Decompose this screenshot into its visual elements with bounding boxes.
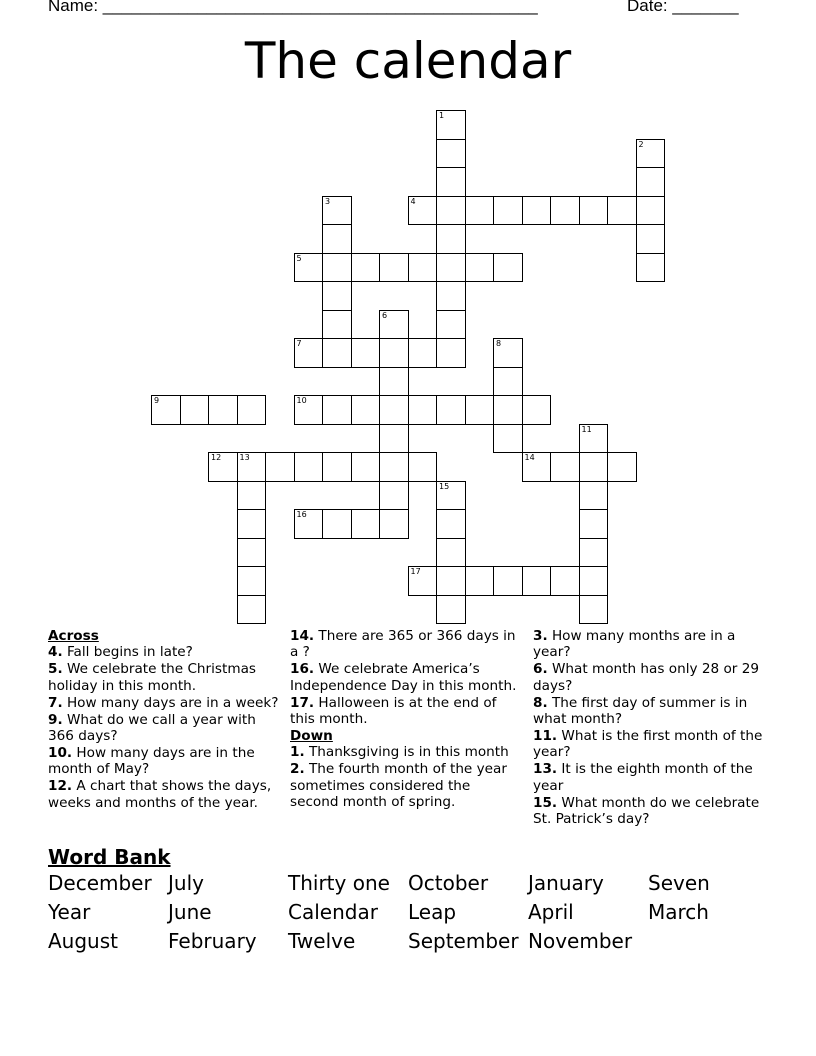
- cell-number: 9: [154, 396, 160, 405]
- crossword-cell: [436, 167, 466, 197]
- crossword-cell: [436, 538, 466, 568]
- crossword-cell: [522, 566, 552, 596]
- crossword-cell: [294, 452, 324, 482]
- crossword-cell: [237, 509, 267, 539]
- crossword-cell: [436, 509, 466, 539]
- cell-number: 7: [296, 339, 302, 348]
- word-bank-word: November: [528, 928, 633, 953]
- clue-text: There are 365 or 366 days in a ?: [290, 628, 516, 661]
- clue-column-3: [533, 628, 765, 828]
- cell-number: 17: [410, 567, 421, 576]
- clue-number: 1.: [290, 744, 305, 761]
- crossword-cell: [408, 452, 438, 482]
- crossword-cell: [579, 566, 609, 596]
- crossword-cell: [237, 595, 267, 625]
- crossword-cell: [322, 281, 352, 311]
- crossword-cell: [322, 224, 352, 254]
- crossword-cell: [322, 395, 352, 425]
- word-bank-word: June: [168, 899, 212, 924]
- clue-column-1: [48, 628, 280, 811]
- crossword-cell: [351, 395, 381, 425]
- clue-section-heading: Down: [290, 727, 333, 744]
- word-bank-title: Word Bank: [48, 845, 171, 869]
- crossword-cell: [436, 224, 466, 254]
- crossword-cell: [579, 509, 609, 539]
- crossword-cell: [294, 338, 324, 368]
- crossword-cell: [436, 310, 466, 340]
- crossword-cell: [351, 509, 381, 539]
- crossword-cell: [322, 338, 352, 368]
- cell-number: 12: [211, 453, 222, 462]
- clue-item: [533, 761, 765, 794]
- crossword-cell: [408, 566, 438, 596]
- clue-number: 4.: [48, 644, 63, 661]
- clue-item: [48, 712, 280, 745]
- crossword-cell: [465, 566, 495, 596]
- word-bank-word: July: [168, 871, 204, 895]
- cell-number: 10: [296, 396, 307, 405]
- clue-text: How many days are in a week?: [62, 694, 279, 711]
- clue-text: Thanksgiving is in this month: [304, 744, 509, 761]
- cell-number: 11: [581, 424, 592, 434]
- word-bank-word: March: [648, 899, 709, 924]
- crossword-cell: [493, 367, 523, 397]
- word-bank: [48, 872, 768, 952]
- clue-item: [48, 695, 280, 711]
- crossword-cell: [408, 338, 438, 368]
- cell-number: 13: [239, 453, 250, 462]
- word-bank-word: Thirty one: [288, 871, 390, 895]
- word-bank-word: April: [528, 899, 574, 924]
- crossword-cell: [522, 452, 552, 482]
- cell-number: 2: [638, 139, 644, 149]
- crossword-cell: [493, 395, 523, 425]
- crossword-cell: [237, 481, 267, 511]
- date-field-label: Date: _______: [627, 0, 739, 15]
- crossword-cell: [579, 538, 609, 568]
- crossword-cell: [322, 253, 352, 283]
- crossword-cell: [465, 253, 495, 283]
- clue-text: Halloween is at the end of this month.: [290, 694, 497, 728]
- word-bank-word: December: [48, 871, 152, 895]
- cell-number: 16: [296, 510, 307, 519]
- crossword-cell: [322, 452, 352, 482]
- clue-text: What do we call a year with 366 days?: [48, 711, 256, 744]
- crossword-cell: [408, 395, 438, 425]
- word-bank-word: January: [528, 871, 604, 895]
- crossword-cell: [522, 196, 552, 226]
- crossword-cell: [579, 196, 609, 226]
- crossword-cell: [436, 139, 466, 169]
- crossword-cell: [351, 452, 381, 482]
- crossword-cell: [379, 481, 409, 511]
- crossword-cell: [579, 595, 609, 625]
- cell-number: 5: [296, 253, 302, 263]
- word-bank-word: October: [408, 871, 489, 895]
- clue-text: A chart that shows the days, weeks and months of the year.: [48, 778, 272, 811]
- clue-text: What month has only 28 or 29 days?: [533, 661, 759, 694]
- clue-item: [533, 695, 765, 728]
- crossword-cell: [322, 196, 352, 226]
- word-bank-word: August: [48, 928, 118, 953]
- crossword-cell: [636, 253, 666, 283]
- clue-text: We celebrate America’s Independence Day in this month.: [290, 661, 517, 694]
- crossword-cell: [322, 509, 352, 539]
- clue-text: The first day of summer is in what month?: [533, 694, 748, 728]
- clue-number: 5.: [48, 661, 63, 678]
- crossword-cell: [379, 310, 409, 340]
- crossword-cell: [493, 566, 523, 596]
- clue-item: [533, 795, 765, 828]
- clue-text: Fall begins in late?: [62, 644, 193, 661]
- crossword-cell: [322, 310, 352, 340]
- clue-number: 10.: [48, 744, 73, 761]
- cell-number: 15: [439, 481, 450, 491]
- clue-number: 17.: [290, 694, 315, 711]
- crossword-cell: [436, 110, 466, 140]
- crossword-cell: [237, 395, 267, 425]
- clue-number: 6.: [533, 661, 548, 678]
- crossword-cell: [379, 509, 409, 539]
- name-field-label: Name: ______________________________________________: [48, 0, 538, 15]
- clue-item: [290, 628, 522, 661]
- crossword-cell: [579, 424, 609, 454]
- crossword-cell: [436, 196, 466, 226]
- crossword-cell: [493, 253, 523, 283]
- crossword-cell: [436, 253, 466, 283]
- clue-item: [533, 628, 765, 661]
- word-bank-word: Year: [48, 899, 91, 924]
- clue-number: 2.: [290, 761, 305, 778]
- clue-text: How many months are in a year?: [533, 628, 736, 661]
- word-bank-word: February: [168, 928, 257, 953]
- clue-text: It is the eighth month of the year: [533, 761, 753, 794]
- clue-item: [533, 661, 765, 694]
- clue-number: 3.: [533, 628, 548, 644]
- crossword-cell: [436, 595, 466, 625]
- word-bank-word: Calendar: [288, 899, 378, 924]
- clue-number: 13.: [533, 761, 558, 778]
- clue-item: [290, 744, 522, 760]
- clue-number: 9.: [48, 711, 63, 728]
- crossword-cell: [408, 253, 438, 283]
- crossword-cell: [237, 538, 267, 568]
- crossword-cell: [636, 196, 666, 226]
- crossword-cell: [607, 196, 637, 226]
- crossword-cell: [379, 253, 409, 283]
- crossword-cell: [522, 395, 552, 425]
- cell-number: 14: [524, 453, 535, 462]
- clue-item: [48, 778, 280, 811]
- crossword-cell: [237, 566, 267, 596]
- crossword-cell: [607, 452, 637, 482]
- crossword-cell: [294, 253, 324, 283]
- clue-number: 14.: [290, 628, 315, 644]
- clue-number: 8.: [533, 694, 548, 711]
- word-bank-word: Twelve: [288, 928, 356, 953]
- word-bank-word: Leap: [408, 899, 457, 924]
- crossword-cell: [465, 395, 495, 425]
- crossword-cell: [550, 566, 580, 596]
- clue-text: What month do we celebrate St. Patrick’s day?: [533, 794, 760, 827]
- clue-number: 15.: [533, 794, 558, 811]
- crossword-cell: [265, 452, 295, 482]
- crossword-cell: [579, 481, 609, 511]
- cell-number: 1: [439, 111, 445, 120]
- crossword-cell: [436, 481, 466, 511]
- crossword-cell: [436, 566, 466, 596]
- crossword-cell: [493, 338, 523, 368]
- crossword-cell: [465, 196, 495, 226]
- crossword-cell: [237, 452, 267, 482]
- page-title: The calendar: [244, 32, 572, 90]
- clue-text: How many days are in the month of May?: [48, 744, 255, 778]
- crossword-cell: [151, 395, 181, 425]
- crossword-cell: [550, 452, 580, 482]
- clue-item: [290, 695, 522, 728]
- cell-number: 8: [496, 339, 502, 348]
- clue-text: The fourth month of the year sometimes considered the second month of spring.: [290, 761, 507, 811]
- clue-section-heading: Across: [48, 628, 99, 644]
- crossword-cell: [636, 167, 666, 197]
- crossword-cell: [493, 424, 523, 454]
- crossword-cell: [180, 395, 210, 425]
- crossword-cell: [294, 395, 324, 425]
- clue-number: 16.: [290, 661, 315, 678]
- crossword-cell: [379, 424, 409, 454]
- crossword-cell: [493, 196, 523, 226]
- cell-number: 3: [325, 196, 331, 206]
- clue-number: 11.: [533, 727, 558, 744]
- clue-item: [290, 761, 522, 810]
- clue-item: [48, 661, 280, 694]
- cell-number: 6: [382, 310, 388, 320]
- crossword-cell: [636, 139, 666, 169]
- crossword-cell: [208, 452, 238, 482]
- crossword-cell: [579, 452, 609, 482]
- crossword-cell: [351, 253, 381, 283]
- word-bank-word: September: [408, 928, 519, 953]
- clue-number: 12.: [48, 778, 73, 795]
- crossword-cell: [294, 509, 324, 539]
- crossword-cell: [351, 338, 381, 368]
- clue-item: [290, 661, 522, 694]
- crossword-cell: [436, 338, 466, 368]
- crossword-cell: [550, 196, 580, 226]
- crossword-cell: [379, 338, 409, 368]
- clue-text: We celebrate the Christmas holiday in this month.: [48, 661, 256, 694]
- clue-number: 7.: [48, 694, 63, 711]
- crossword-cell: [408, 196, 438, 226]
- word-bank-word: Seven: [648, 871, 710, 895]
- clue-item: [48, 745, 280, 778]
- clue-text: What is the first month of the year?: [533, 727, 763, 761]
- crossword-cell: [379, 367, 409, 397]
- crossword-cell: [379, 395, 409, 425]
- crossword-cell: [379, 452, 409, 482]
- clue-item: [48, 644, 280, 660]
- crossword-cell: [436, 395, 466, 425]
- clue-column-2: [290, 628, 522, 811]
- cell-number: 4: [410, 196, 416, 206]
- crossword-cell: [436, 281, 466, 311]
- crossword-cell: [208, 395, 238, 425]
- clue-item: [533, 728, 765, 761]
- crossword-cell: [636, 224, 666, 254]
